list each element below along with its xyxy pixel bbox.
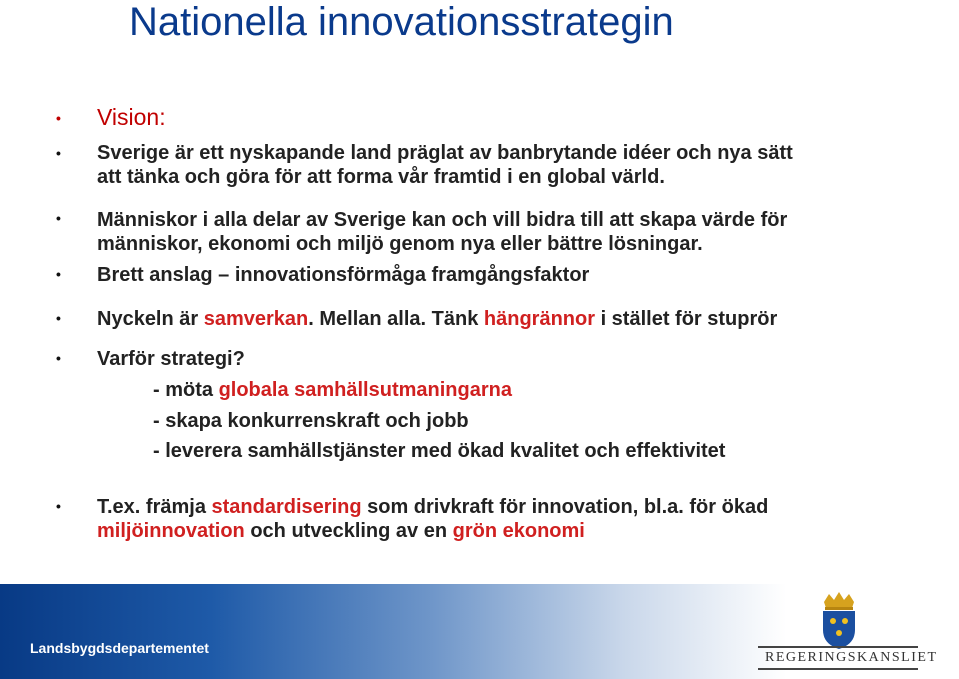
gron-ekonomi-highlight: grön ekonomi	[452, 520, 585, 542]
sub1-a: - möta	[153, 379, 219, 401]
miljoinnovation-highlight: miljöinnovation	[97, 520, 245, 542]
tex-text-2	[97, 518, 585, 544]
people-text-2: människor, ekonomi och miljö genom nya eller bättre lösningar.	[97, 233, 703, 255]
bullet: •	[56, 210, 61, 226]
sub-item-2: - skapa konkurrenskraft och jobb	[153, 410, 469, 432]
crown-shield-icon	[814, 592, 864, 650]
people-text-1: Människor i alla delar av Sverige kan och vill bidra till att skapa värde för	[97, 209, 788, 231]
tex-a: T.ex. främja	[97, 496, 212, 518]
standardisering-highlight: standardisering	[211, 496, 362, 518]
bullet: •	[56, 350, 61, 366]
slide-title: Nationella innovationsstrategin	[129, 0, 674, 44]
bullet: •	[56, 310, 61, 326]
sub1-highlight: globala samhällsutmaningarna	[218, 379, 512, 401]
hangrannor-highlight: hängrännor	[483, 308, 596, 330]
sub-item-1	[153, 377, 512, 403]
sub-item-3: - leverera samhällstjänster med ökad kvalitet och effektivitet	[153, 440, 726, 462]
vision-text-2: att tänka och göra för att forma vår framtid i en global värld.	[97, 166, 665, 188]
vision-label: Vision:	[97, 104, 166, 130]
department-name: Landsbygdsdepartementet	[30, 640, 209, 656]
nyckeln-c: . Mellan alla. Tänk	[308, 308, 484, 330]
bullet: •	[56, 145, 61, 161]
tex-text-1	[97, 494, 768, 520]
nyckeln-e: i stället för stuprör	[595, 308, 778, 330]
brett-text: Brett anslag – innovationsförmåga framgångsfaktor	[97, 264, 590, 286]
bullet: •	[56, 498, 61, 514]
bullet: •	[56, 266, 61, 282]
logo-rule-top	[758, 646, 918, 648]
tex-c: som drivkraft för innovation, bl.a. för ökad	[361, 496, 769, 518]
vision-text-1: Sverige är ett nyskapande land präglat av banbrytande idéer och nya sätt	[97, 142, 793, 164]
regeringskansliet-logo-text: REGERINGSKANSLIET	[765, 650, 938, 665]
tex2-b: och utveckling av en	[244, 520, 453, 542]
samverkan-highlight: samverkan	[203, 308, 309, 330]
bullet: •	[56, 110, 61, 126]
logo-rule-bottom	[758, 668, 918, 670]
varfor-text: Varför strategi?	[97, 348, 245, 370]
nyckeln-text	[97, 306, 777, 332]
nyckeln-a: Nyckeln är	[97, 308, 204, 330]
